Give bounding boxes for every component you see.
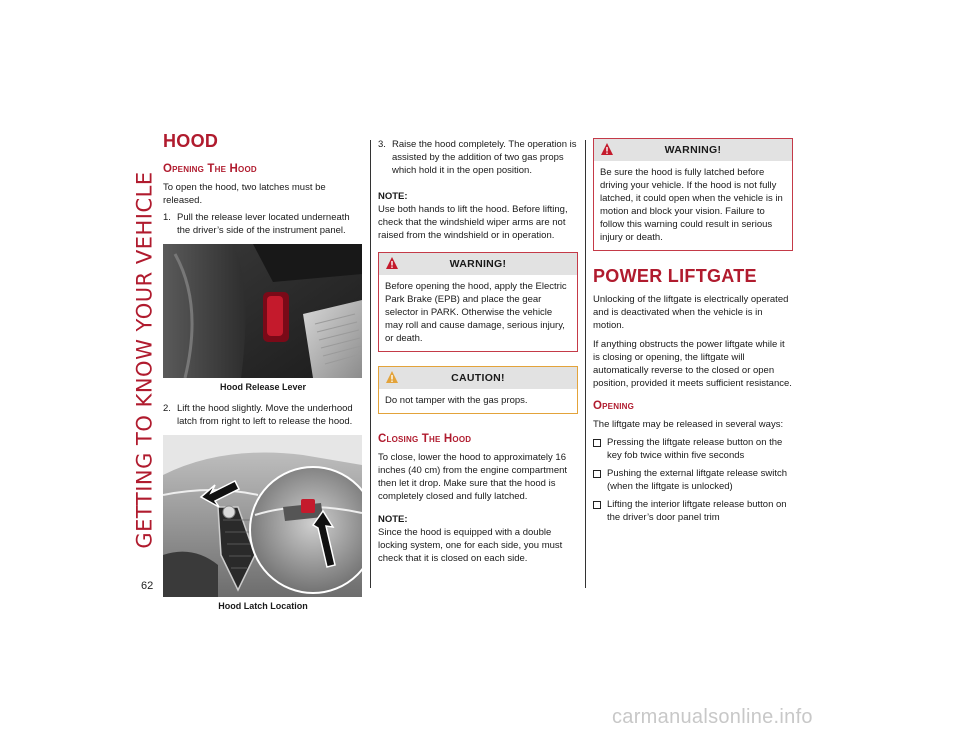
closing-hood-heading: Closing The Hood <box>378 433 472 445</box>
hood-latch-illustration <box>163 435 362 597</box>
opening-hood-heading: Opening The Hood <box>163 163 257 175</box>
warning-triangle-icon <box>600 142 614 156</box>
step-1-number: 1. <box>163 212 171 223</box>
liftgate-para-1: Unlocking of the liftgate is electrically operated and is deactivated when the vehicle is in motion. <box>593 294 789 331</box>
step-1 <box>163 211 363 237</box>
step-3-number: 3. <box>378 139 386 150</box>
warning-box-hood-latched <box>593 138 793 251</box>
column-divider-2 <box>585 140 586 588</box>
warning-header <box>379 253 577 275</box>
liftgate-opening-heading: Opening <box>593 400 635 412</box>
checkbox-square-icon <box>593 501 601 509</box>
liftgate-bullet-3-text: Lifting the interior liftgate release button on the driver’s door panel trim <box>607 499 787 523</box>
caution-header <box>379 367 577 389</box>
side-tab-text: GETTING TO KNOW YOUR VEHICLE <box>133 171 158 549</box>
step-3-text: Raise the hood completely. The operation is assisted by the addition of two gas props which hold it in the open position. <box>392 139 577 176</box>
column-divider-1 <box>370 140 371 588</box>
warning-body-col3: Be sure the hood is fully latched before driving your vehicle. If the hood is not fully latched, it could open when the vehicle is in motion and block your vision. Failure to follow this warning could result in serious injury or death. <box>600 167 783 243</box>
section-side-tab <box>130 130 160 590</box>
warning-title-col3: WARNING! <box>664 143 722 156</box>
hood-latch-location-image <box>163 435 362 597</box>
site-watermark: carmanualsonline.info <box>612 706 813 728</box>
figure-1-caption: Hood Release Lever <box>219 382 307 392</box>
column-1 <box>163 130 363 613</box>
caution-triangle-icon <box>385 370 399 384</box>
caution-title: CAUTION! <box>451 371 505 384</box>
warning-title: WARNING! <box>449 257 507 270</box>
liftgate-bullet-1-text: Pressing the liftgate release button on the key fob twice within five seconds <box>607 437 783 461</box>
checkbox-square-icon <box>593 470 601 478</box>
liftgate-bullet-2 <box>593 467 793 493</box>
liftgate-bullet-2-text: Pushing the external liftgate release switch (when the liftgate is unlocked) <box>607 468 788 492</box>
liftgate-bullet-3 <box>593 498 793 524</box>
liftgate-bullet-1 <box>593 436 793 462</box>
hood-release-lever-image <box>163 244 362 378</box>
power-liftgate-title: POWER LIFTGATE <box>593 266 757 286</box>
note-1-label: NOTE: <box>378 191 408 202</box>
liftgate-para-2: If anything obstructs the power liftgate while it is closing or opening, the liftgate will automatically reverse to the closed or open position, provided it meets sufficient resistance. <box>593 339 792 389</box>
step-2-text: Lift the hood slightly. Move the underhood latch from right to left to release the hood. <box>177 403 353 427</box>
step-1-text: Pull the release lever located underneath the driver’s side of the instrument panel. <box>177 212 350 236</box>
note-1 <box>378 190 578 242</box>
warning-triangle-icon <box>385 256 399 270</box>
warning-box-hood-open <box>378 252 578 352</box>
caution-body: Do not tamper with the gas props. <box>385 395 528 406</box>
hood-title: HOOD <box>163 131 219 151</box>
hood-intro-text: To open the hood, two latches must be released. <box>163 182 326 206</box>
column-2 <box>378 130 578 565</box>
note-1-text: Use both hands to lift the hood. Before lifting, check that the windshield wiper arms are not raised from the windshield or in operation. <box>378 204 568 241</box>
note-2-text: Since the hood is equipped with a double locking system, one for each side, you must check that it is closed on each side. <box>378 527 563 564</box>
warning-body: Before opening the hood, apply the Electric Park Brake (EPB) and place the gear selector in PARK. Otherwise the vehicle may roll and cause damage, serious injury, or death. <box>385 281 567 344</box>
closing-hood-text: To close, lower the hood to approximately 16 inches (40 cm) from the engine compartment then let it drop. Make sure that the hood is completely closed and fully latched. <box>378 452 568 502</box>
warning-header-col3 <box>594 139 792 161</box>
step-3 <box>378 138 578 177</box>
figure-2-caption: Hood Latch Location <box>218 601 308 611</box>
checkbox-square-icon <box>593 439 601 447</box>
hood-release-lever-illustration <box>163 244 362 378</box>
column-3 <box>593 130 793 524</box>
note-2-label: NOTE: <box>378 514 408 525</box>
step-2 <box>163 402 363 428</box>
page-number: 62 <box>141 580 154 592</box>
step-2-number: 2. <box>163 403 171 414</box>
liftgate-opening-intro: The liftgate may be released in several ways: <box>593 419 784 430</box>
note-2 <box>378 513 578 565</box>
caution-box-gas-props <box>378 366 578 414</box>
